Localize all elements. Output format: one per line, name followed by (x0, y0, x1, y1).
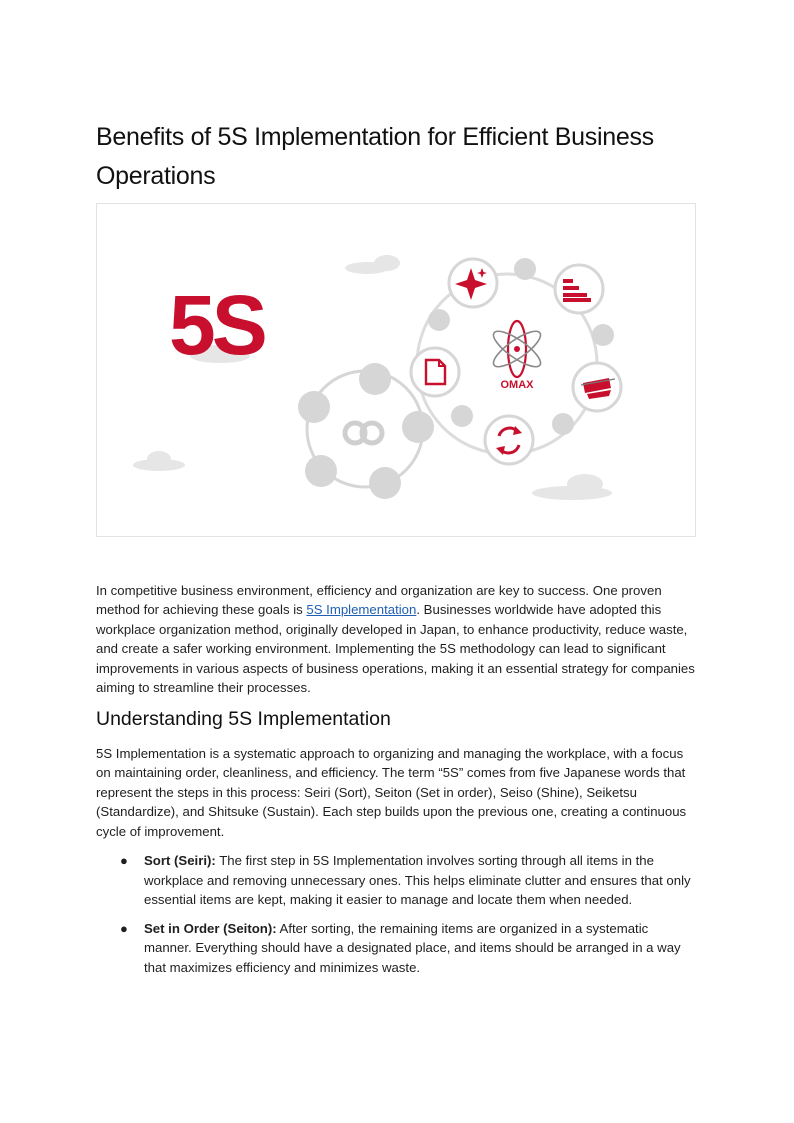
omax-logo (489, 321, 545, 391)
section-heading: Understanding 5S Implementation (96, 708, 391, 730)
list-item-text: The first step in 5S Implementation involves sorting through all items in the workplace and removing unnecessary ones. This helps eliminate clutter and ensures that only essential items are kept, making it easier to manage and locate them when needed. (144, 853, 691, 908)
link-icon (345, 423, 382, 443)
hero-illustration (96, 203, 696, 537)
refresh-node (485, 416, 533, 464)
list-item-term: Set in Order (Seiton): (144, 920, 277, 936)
list-item-term: Sort (Seiri): (144, 853, 216, 868)
intro-text-start: In competitive business environment, efficiency and organization are key to success. One proven method for achieving these goals is (96, 583, 662, 618)
article-title: Benefits of 5S Implementation for Efficient Business Operations (96, 123, 654, 190)
document-icon (426, 360, 445, 384)
bullet-icon: ● (120, 853, 128, 868)
steps-list (96, 851, 696, 987)
list-item-text: After sorting, the remaining items are organized in a systematic manner. Everything should have a designated place, and items should be arranged in a way that maximizes efficiency and minimizes waste. (144, 920, 681, 975)
5s-cycle-graphic (97, 204, 696, 537)
intro-paragraph (96, 581, 700, 697)
section-paragraph: 5S Implementation is a systematic approach to organizing and managing the workplace, with a focus on maintaining order, cleanliness, and efficiency. The term “5S” comes from five Japanese words that represent the steps in this process: Seiri (Sort), Seiton (Set in order), Seiso (Shine), Seiketsu (Standardize), and Shitsuke (Sustain). Each step builds upon the previous one, creating a continuous cycle of improvement. (96, 746, 687, 839)
brand-name: OMAX (500, 379, 534, 391)
5s-implementation-link[interactable]: 5S Implementation (306, 602, 417, 618)
bullet-icon: ● (120, 920, 128, 936)
list-item (96, 851, 696, 910)
5s-label: 5S (169, 278, 264, 372)
list-item (96, 919, 696, 978)
intro-text-end: . Businesses worldwide have adopted this workplace organization method, originally developed in Japan, to enhance productivity, reduce waste, and create a safer working environment. Implementing the 5S methodology can lead to significant improvements in various aspects of business operations, making it an essential strategy for companies aiming to streamline their processes. (96, 602, 695, 696)
